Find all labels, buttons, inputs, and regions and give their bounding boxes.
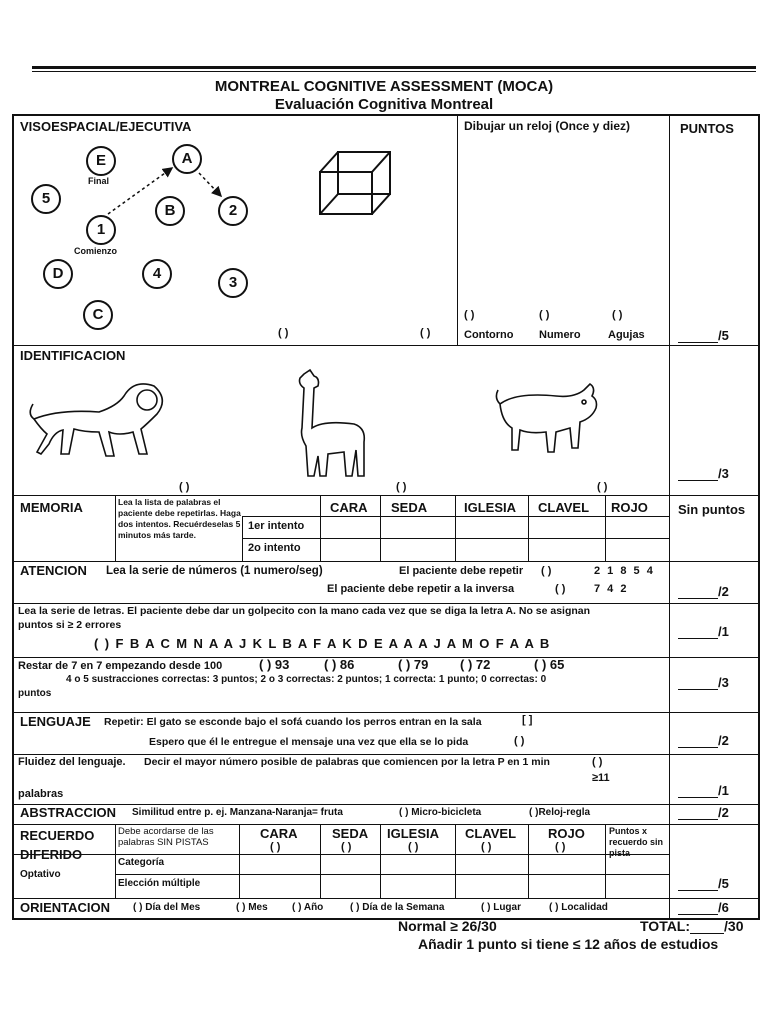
fluidez-threshold: ≥11: [592, 772, 610, 784]
pig-icon: [486, 378, 606, 466]
mem-word-cara: CARA: [330, 500, 368, 515]
recuerdo-label-1: RECUERDO: [20, 828, 95, 843]
moca-form: [12, 114, 760, 920]
clock-item-numbers: Numero: [539, 329, 581, 341]
cube-figure: [314, 148, 404, 220]
clock-item-contour: Contorno: [464, 329, 514, 341]
clock-check-3[interactable]: ( ): [612, 309, 623, 321]
orient-place[interactable]: ( ) Lugar: [481, 902, 521, 913]
backward-label: El paciente debe repetir a la inversa: [327, 583, 515, 595]
fluidez-label: Fluidez del lenguaje.: [18, 756, 126, 768]
repeat-sentence-2: Espero que él le entregue el mensaje una vez que ella se lo pida: [149, 736, 469, 748]
trail-node-c: C: [83, 300, 113, 330]
recuerdo-label-2: DIFERIDO: [20, 847, 83, 862]
recuerdo-instr: Debe acordarse de las palabras SIN PISTAS: [118, 826, 214, 848]
restar-rule-2: puntos: [18, 688, 52, 699]
abstraccion-item-1[interactable]: ( ) Micro-bicicleta: [399, 807, 482, 818]
ident-check-lion[interactable]: ( ): [179, 481, 190, 493]
recuerdo-score: /5: [678, 876, 729, 891]
start-label: Comienzo: [74, 246, 118, 256]
recuerdo-optional: Optativo: [20, 869, 61, 880]
rec-check-cara[interactable]: ( ): [270, 841, 281, 853]
rec-word-rojo: ROJO: [548, 826, 585, 841]
abstraccion-instr: Similitud entre p. ej. Manzana-Naranja= fruta: [132, 807, 343, 818]
atencion-score: /2: [678, 584, 729, 599]
points-title: PUNTOS: [680, 121, 734, 136]
forward-digits: 2 1 8 5 4: [594, 565, 655, 577]
backward-digits: 7 4 2: [594, 583, 629, 595]
letras-instr-1: Lea la serie de letras. El paciente debe dar un golpecito con la mano cada vez que se diga la letra A. No se asignan: [18, 605, 591, 617]
trail-node-3: 3: [218, 268, 248, 298]
restar-86[interactable]: ( ) 86: [324, 657, 355, 672]
restar-93[interactable]: ( ) 93: [259, 657, 290, 672]
clock-item-hands: Agujas: [608, 329, 645, 341]
abstraccion-score: /2: [678, 805, 729, 820]
letras-score: /1: [678, 624, 729, 639]
lion-icon: [29, 374, 169, 464]
footer-total: TOTAL: /30: [640, 918, 744, 934]
atencion-instructions: Lea la serie de números (1 numero/seg): [106, 565, 323, 577]
restar-score: /3: [678, 675, 729, 690]
clock-check-2[interactable]: ( ): [539, 309, 550, 321]
forward-check[interactable]: ( ): [541, 565, 552, 577]
trail-node-a: A: [172, 144, 202, 174]
orient-year[interactable]: ( ) Año: [292, 902, 324, 913]
ident-score: /3: [678, 466, 729, 481]
letras-series: ( ) F B A C M N A A J K L B A F A K D E A A A J A M O F A A B: [94, 636, 551, 651]
lenguaje-score: /2: [678, 733, 729, 748]
form-title: MONTREAL COGNITIVE ASSESSMENT (MOCA): [214, 78, 554, 95]
mem-word-seda: SEDA: [391, 500, 428, 515]
repeat-check-2[interactable]: ( ): [514, 735, 525, 747]
trail-check[interactable]: ( ): [278, 327, 289, 339]
trail-node-4: 4: [142, 259, 172, 289]
lenguaje-label: LENGUAJE: [20, 714, 91, 729]
clock-title: Dibujar un reloj (Once y diez): [464, 119, 631, 133]
top-rule-thin: [32, 71, 756, 72]
cube-check[interactable]: ( ): [420, 327, 431, 339]
rec-word-clavel: CLAVEL: [465, 826, 517, 841]
memoria-instructions: Lea la lista de palabras el paciente debe repetirlas. Haga dos intentos. Recuérdeselas 5 minutos más tarde.: [118, 497, 241, 540]
forward-label: El paciente debe repetir: [399, 565, 524, 577]
rec-check-seda[interactable]: ( ): [341, 841, 352, 853]
trail-node-d: D: [43, 259, 73, 289]
fluidez-check[interactable]: ( ): [592, 756, 603, 768]
letras-instr-2: puntos si ≥ 2 errores: [18, 619, 122, 631]
mem-word-clavel: CLAVEL: [538, 500, 590, 515]
footer-note: Añadir 1 punto si tiene ≤ 12 años de estudios: [418, 936, 719, 952]
ident-check-llama[interactable]: ( ): [396, 481, 407, 493]
orientacion-score: /6: [678, 900, 729, 915]
footer-normal: Normal ≥ 26/30: [398, 918, 497, 934]
recuerdo-points-note: Puntos x recuerdo sin pista: [609, 826, 664, 858]
rec-check-clavel[interactable]: ( ): [481, 841, 492, 853]
mem-trial-2: 2o intento: [248, 542, 301, 554]
orient-day[interactable]: ( ) Día del Mes: [133, 902, 201, 913]
rec-word-seda: SEDA: [332, 826, 369, 841]
rec-word-iglesia: IGLESIA: [387, 826, 440, 841]
llama-icon: [284, 368, 379, 480]
trail-node-e: E: [86, 146, 116, 176]
mem-word-rojo: ROJO: [611, 500, 648, 515]
orient-locality[interactable]: ( ) Localidad: [549, 902, 608, 913]
mem-trial-1: 1er intento: [248, 520, 305, 532]
final-label: Final: [88, 176, 110, 186]
fluidez-instr: Decir el mayor número posible de palabras que comiencen por la letra P en 1 min: [144, 756, 550, 768]
mem-word-iglesia: IGLESIA: [464, 500, 517, 515]
clock-check-1[interactable]: ( ): [464, 309, 475, 321]
recuerdo-multiple: Elección múltiple: [118, 878, 201, 889]
restar-instr: Restar de 7 en 7 empezando desde 100: [18, 660, 223, 672]
trail-node-2: 2: [218, 196, 248, 226]
orient-weekday[interactable]: ( ) Día de la Semana: [350, 902, 445, 913]
recuerdo-category: Categoría: [118, 857, 165, 868]
restar-rule: 4 o 5 sustracciones correctas: 3 puntos; 2 o 3 correctas: 2 puntos; 1 correcta: 1 punto; 0 correctas: 0: [66, 674, 547, 685]
abstraccion-section: [14, 804, 758, 825]
abstraccion-item-2[interactable]: ( )Reloj-regla: [529, 807, 591, 818]
repeat-sentence-1: Repetir: El gato se esconde bajo el sofá cuando los perros entran en la sala: [104, 716, 482, 728]
rec-word-cara: CARA: [260, 826, 298, 841]
trail-node-1: 1: [86, 215, 116, 245]
restar-65[interactable]: ( ) 65: [534, 657, 565, 672]
repeat-check-1[interactable]: [ ]: [522, 714, 533, 726]
atencion-label: ATENCION: [20, 563, 87, 578]
ident-check-pig[interactable]: ( ): [597, 481, 608, 493]
fluidez-score: /1: [678, 783, 729, 798]
orientacion-label: ORIENTACION: [20, 900, 111, 915]
restar-79[interactable]: ( ) 79: [398, 657, 429, 672]
trail-node-5: 5: [31, 184, 61, 214]
form-subtitle: Evaluación Cognitiva Montreal: [274, 96, 494, 113]
rec-check-rojo[interactable]: ( ): [555, 841, 566, 853]
trail-node-b: B: [155, 196, 185, 226]
ident-label: IDENTIFICACION: [20, 348, 126, 363]
memoria-no-points: Sin puntos: [678, 502, 746, 517]
rec-check-iglesia[interactable]: ( ): [408, 841, 419, 853]
orient-month[interactable]: ( ) Mes: [236, 902, 268, 913]
visuo-label: VISOESPACIAL/EJECUTIVA: [20, 119, 192, 134]
visuo-score: /5: [678, 328, 729, 343]
memoria-label: MEMORIA: [20, 500, 83, 515]
abstraccion-label: ABSTRACCION: [20, 805, 117, 820]
backward-check[interactable]: ( ): [555, 583, 566, 595]
restar-72[interactable]: ( ) 72: [460, 657, 491, 672]
top-rule: [32, 66, 756, 69]
fluidez-unit: palabras: [18, 788, 64, 800]
